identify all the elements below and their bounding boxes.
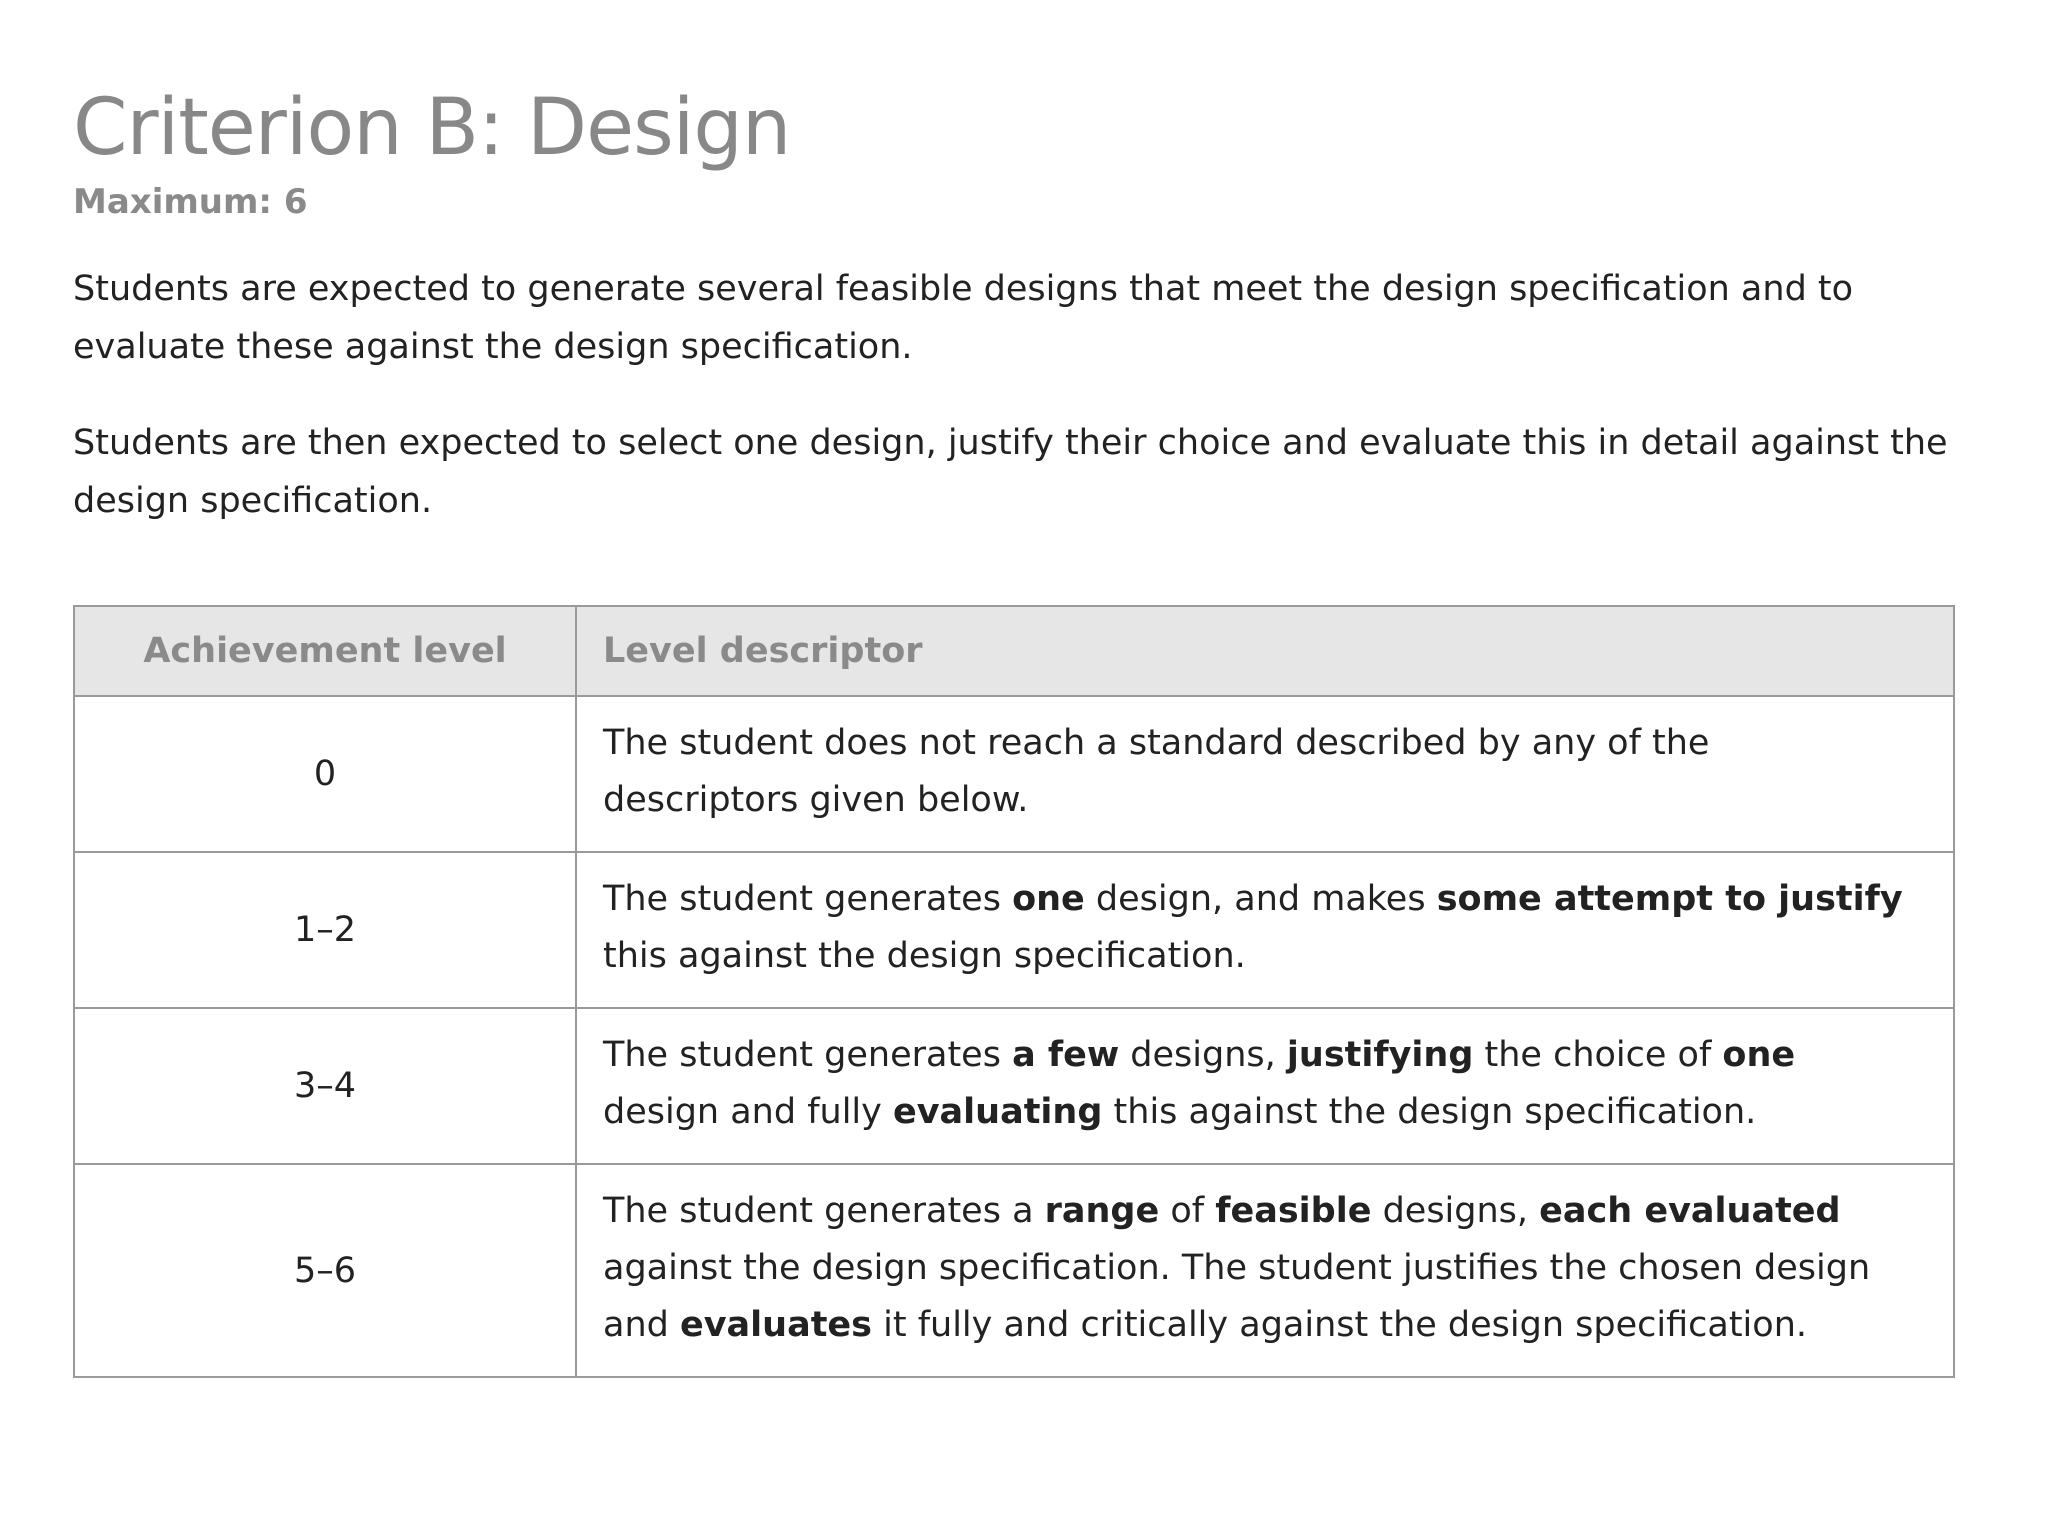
header-achievement-level: Achievement level — [74, 606, 576, 696]
level-descriptor-cell — [576, 696, 1954, 852]
rubric-table — [73, 605, 1955, 1378]
level-descriptor-cell — [576, 1008, 1954, 1164]
achievement-level-cell: 0 — [74, 696, 576, 852]
descriptor-emphasis: a few — [1012, 1035, 1120, 1075]
descriptor-emphasis: justifying — [1286, 1035, 1474, 1075]
descriptor-emphasis: some attempt to justify — [1436, 879, 1903, 919]
table-header-row — [74, 606, 1954, 696]
table-row — [74, 852, 1954, 1008]
descriptor-text: the choice of — [1473, 1035, 1723, 1075]
descriptor-text: designs, — [1371, 1191, 1540, 1231]
table-row — [74, 1008, 1954, 1164]
intro-text — [73, 260, 1955, 568]
descriptor-text: it fully and critically against the design specification. — [872, 1305, 1808, 1345]
descriptor-text: The student generates a — [603, 1191, 1045, 1231]
header-level-descriptor: Level descriptor — [576, 606, 1954, 696]
table-row — [74, 1164, 1954, 1377]
level-descriptor-cell — [576, 1164, 1954, 1377]
page-title: Criterion B: Design — [73, 83, 791, 173]
descriptor-emphasis: one — [1722, 1035, 1796, 1075]
descriptor-text: design, and makes — [1084, 879, 1437, 919]
intro-paragraph-2: Students are then expected to select one design, justify their choice and evaluate this in detail against the design specification. — [73, 423, 1948, 521]
achievement-level-cell: 5–6 — [74, 1164, 576, 1377]
document-page — [73, 78, 1955, 521]
level-descriptor-cell — [576, 852, 1954, 1008]
descriptor-emphasis: each evaluated — [1539, 1191, 1841, 1231]
descriptor-emphasis: evaluates — [679, 1305, 872, 1345]
descriptor-text: The student generates — [603, 879, 1013, 919]
table-row — [74, 696, 1954, 852]
maximum-score: Maximum: 6 — [73, 182, 308, 222]
descriptor-emphasis: range — [1044, 1191, 1160, 1231]
descriptor-text: against the design specification. The student justifies the chosen design and — [603, 1248, 1871, 1345]
descriptor-emphasis: evaluating — [893, 1092, 1103, 1132]
descriptor-text: this against the design specification. — [603, 936, 1246, 976]
descriptor-text: design and fully — [603, 1092, 893, 1132]
achievement-level-cell: 1–2 — [74, 852, 576, 1008]
intro-paragraph-1: Students are expected to generate several feasible designs that meet the design specification and to evaluate these against the design specification. — [73, 269, 1854, 367]
descriptor-text: of — [1159, 1191, 1216, 1231]
achievement-level-cell: 3–4 — [74, 1008, 576, 1164]
descriptor-text: The student does not reach a standard described by any of the descriptors given below. — [603, 723, 1710, 820]
descriptor-text: this against the design specification. — [1102, 1092, 1757, 1132]
descriptor-emphasis: feasible — [1215, 1191, 1372, 1231]
descriptor-text: designs, — [1119, 1035, 1287, 1075]
descriptor-emphasis: one — [1012, 879, 1085, 919]
descriptor-text: The student generates — [603, 1035, 1013, 1075]
